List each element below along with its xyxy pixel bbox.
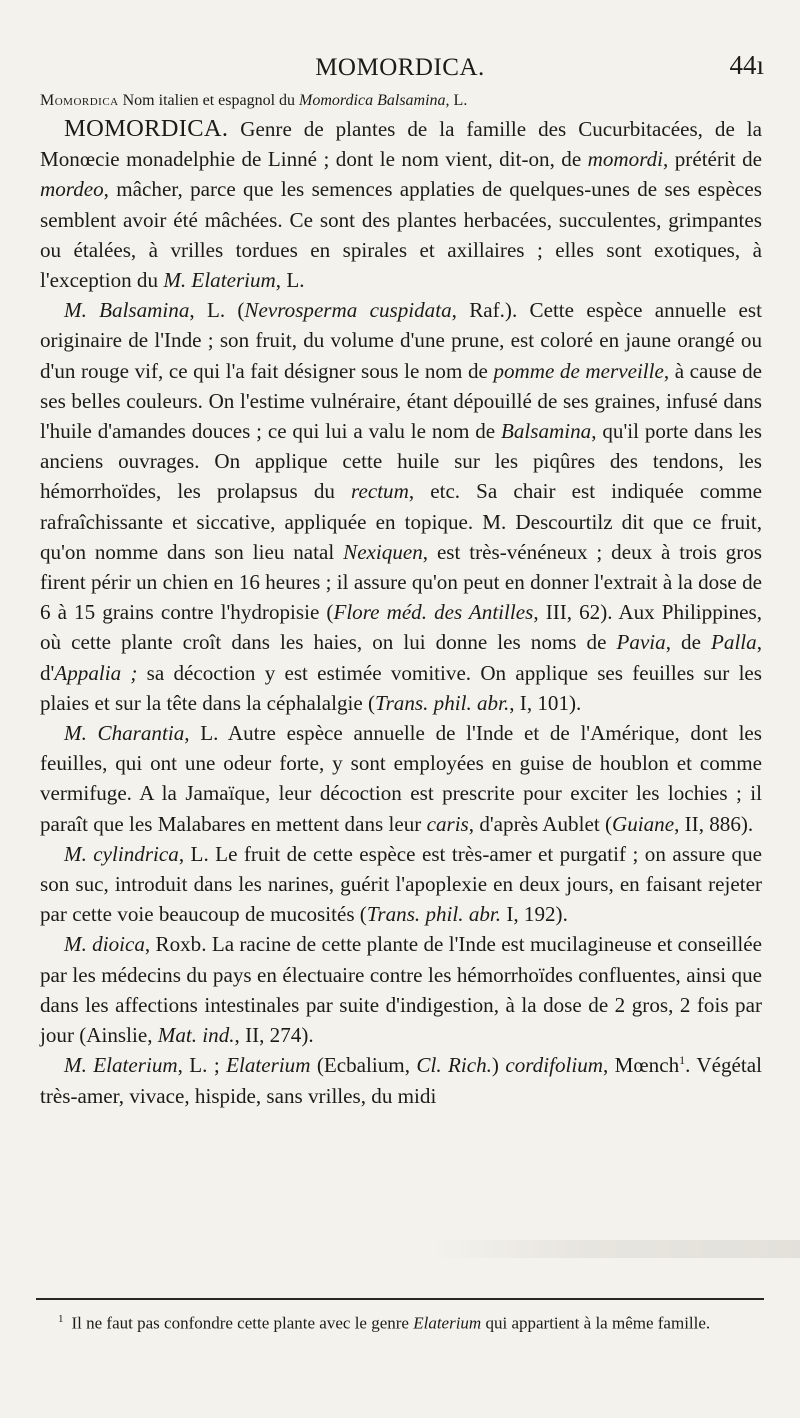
text-run: . Végétal très-amer, vivace, hispide, sans vrilles, du midi (40, 1053, 762, 1108)
xref-species: Momordica Balsamina (299, 92, 446, 109)
page-header (36, 50, 764, 90)
paragraph-elaterium (40, 1050, 762, 1110)
text-run: , L. ; (177, 1053, 227, 1078)
species-name: M. Charantia (64, 721, 185, 746)
paragraph-balsamina (40, 295, 762, 718)
footnote-reference[interactable]: 1 (679, 1053, 686, 1068)
text-run: , prétérit de (663, 147, 763, 172)
italic-run: Nexiquen (343, 539, 423, 564)
text-run: , L. (275, 268, 305, 293)
text-run: qui appartient à la même famille. (481, 1313, 711, 1333)
running-head: MOMORDICA. (315, 54, 485, 81)
text-run: , II, 274). (234, 1023, 314, 1048)
text-run: ) (491, 1053, 506, 1078)
footnote-mark: 1 (58, 1313, 64, 1325)
italic-run: Cl. Rich. (416, 1053, 492, 1078)
italic-run: Pavia (616, 630, 666, 655)
text-run: , mâcher, parce que les semences applaties de quelques-unes de ses espèces semblent avoir été mâchées. Ce sont des plantes herbacées, succulentes, grimpantes ou étalées, à vrilles tordues en spirales et axillaires ; elles sont exotiques, à l'exception du (40, 177, 762, 293)
text-run: , L. ( (189, 298, 245, 323)
page-number: 44ı (729, 50, 764, 80)
italic-run: Elaterium (226, 1053, 311, 1078)
paragraph-dioica (40, 929, 762, 1050)
entry-headword: MOMORDICA. (64, 115, 229, 142)
footnote (58, 1306, 760, 1337)
text-run: , est très-vénéneux ; deux à trois gros firent périr un chien en 16 heures ; il assure qu'on peut en donner l'extrait à la dose de 6 à 15 grains contre l'hydropisie ( (40, 539, 762, 625)
text-run: (Ecbalium, (310, 1053, 417, 1078)
italic-run: Trans. phil. abr. (366, 902, 502, 927)
text-run: , II, 886). (674, 811, 754, 836)
text-run: , Mœnch (603, 1053, 680, 1078)
text-run: , qu'il porte dans les anciens ouvrages. On applique cette huile sur les piqûres des tendons, les hémorrhoïdes, les prolapsus du (40, 419, 762, 504)
italic-run: mordeo (40, 177, 104, 202)
paragraph-momordica (40, 114, 762, 295)
text-run: , Roxb. La racine de cette plante de l'Inde est mucilagineuse et conseillée par les médecins du pays en électuaire contre les hémorrhoïdes confluentes, ainsi que dans les affections intestinales par suite d'indigestion, à la dose de 2 gros, 2 fois par jour (Ainslie, (40, 932, 763, 1048)
text-run: , Raf.). Cette espèce annuelle est originaire de l'Inde ; son fruit, du volume d'une prune, est coloré en jaune orangé ou d'un rouge vif, ce qui l'a fait désigner sous le nom de (40, 298, 762, 383)
italic-run: Palla (711, 630, 757, 655)
text-run: , d' (40, 630, 762, 685)
show-through-shadow (430, 1240, 800, 1258)
paragraph-cylindrica (40, 839, 762, 930)
italic-run: Appalia ; (54, 660, 138, 685)
text-run: , etc. Sa chair est indiquée comme rafraîchissante et siccative, appliquée en topique. M. Descourtilz dit que ce fruit, qu'on nomme dans son lieu natal (40, 479, 762, 564)
italic-run: Elaterium (413, 1313, 482, 1333)
italic-run: Trans. phil. abr. (375, 690, 510, 715)
cross-reference-entry (40, 90, 762, 112)
italic-run: momordi (587, 147, 664, 172)
italic-run: Flore méd. des Antilles (333, 600, 534, 625)
page-body (40, 90, 762, 1111)
footnote-divider (36, 1298, 764, 1300)
text-run: Il ne faut pas confondre cette plante avec le genre (71, 1313, 414, 1333)
xref-author: , L. (445, 92, 468, 109)
text-run: , L. Autre espèce annuelle de l'Inde et de l'Amérique, dont les feuilles, qui ont une odeur forte, y sont employées en guise de houblon et comme vermifuge. A la Jamaïque, leur décoction est prescrite pour exciter les lochies ; il paraît que les Malabares en mettent dans leur (40, 721, 763, 836)
text-run: , III, 62). Aux Philippines, où cette plante croît dans les haies, on lui donne les noms de (40, 600, 763, 655)
xref-term: Momordica (40, 92, 119, 109)
italic-run: rectum (351, 479, 409, 504)
text-run: , de (665, 630, 712, 655)
italic-run: Guiane (611, 811, 675, 836)
species-name: M. cylindrica (64, 841, 179, 866)
italic-run: Nevrosperma cuspidata (244, 298, 452, 323)
italic-run: pomme de merveille (493, 358, 664, 383)
text-run: , L. Le fruit de cette espèce est très-amer et purgatif ; on assure que son suc, introduit dans les narines, guérit l'apoplexie en deux jours, en faisant rejeter par cette voie beaucoup de mucosités ( (40, 841, 762, 927)
text-run: , I, 101). (509, 690, 582, 715)
text-run: , d'après Aublet ( (468, 811, 612, 836)
italic-run: Balsamina (500, 419, 592, 444)
species-name: M. Elaterium (64, 1053, 178, 1078)
text-run: Genre de plantes de la famille des Cucurbitacées, de la Monœcie monadelphie de Linné ; dont le nom vient, dit-on, de (40, 117, 762, 172)
xref-text: Nom italien et espagnol du (118, 92, 300, 109)
text-run: sa décoction y est estimée vomitive. On applique ses feuilles sur les plaies et sur la tête dans la céphalalgie ( (40, 660, 762, 715)
italic-run: M. Elaterium (163, 268, 276, 293)
species-name: M. dioica (64, 932, 145, 957)
text-run: I, 192). (501, 902, 568, 927)
italic-run: caris (426, 811, 469, 836)
italic-run: Mat. ind. (157, 1023, 235, 1048)
species-name: M. Balsamina (64, 298, 190, 323)
italic-run: cordifolium (505, 1053, 603, 1078)
text-run: , à cause de ses belles couleurs. On l'estime vulnéraire, étant dépouillé de ses graines, infusé dans l'huile d'amandes douces ; ce qui lui a valu le nom de (40, 358, 762, 444)
paragraph-charantia (40, 718, 762, 839)
